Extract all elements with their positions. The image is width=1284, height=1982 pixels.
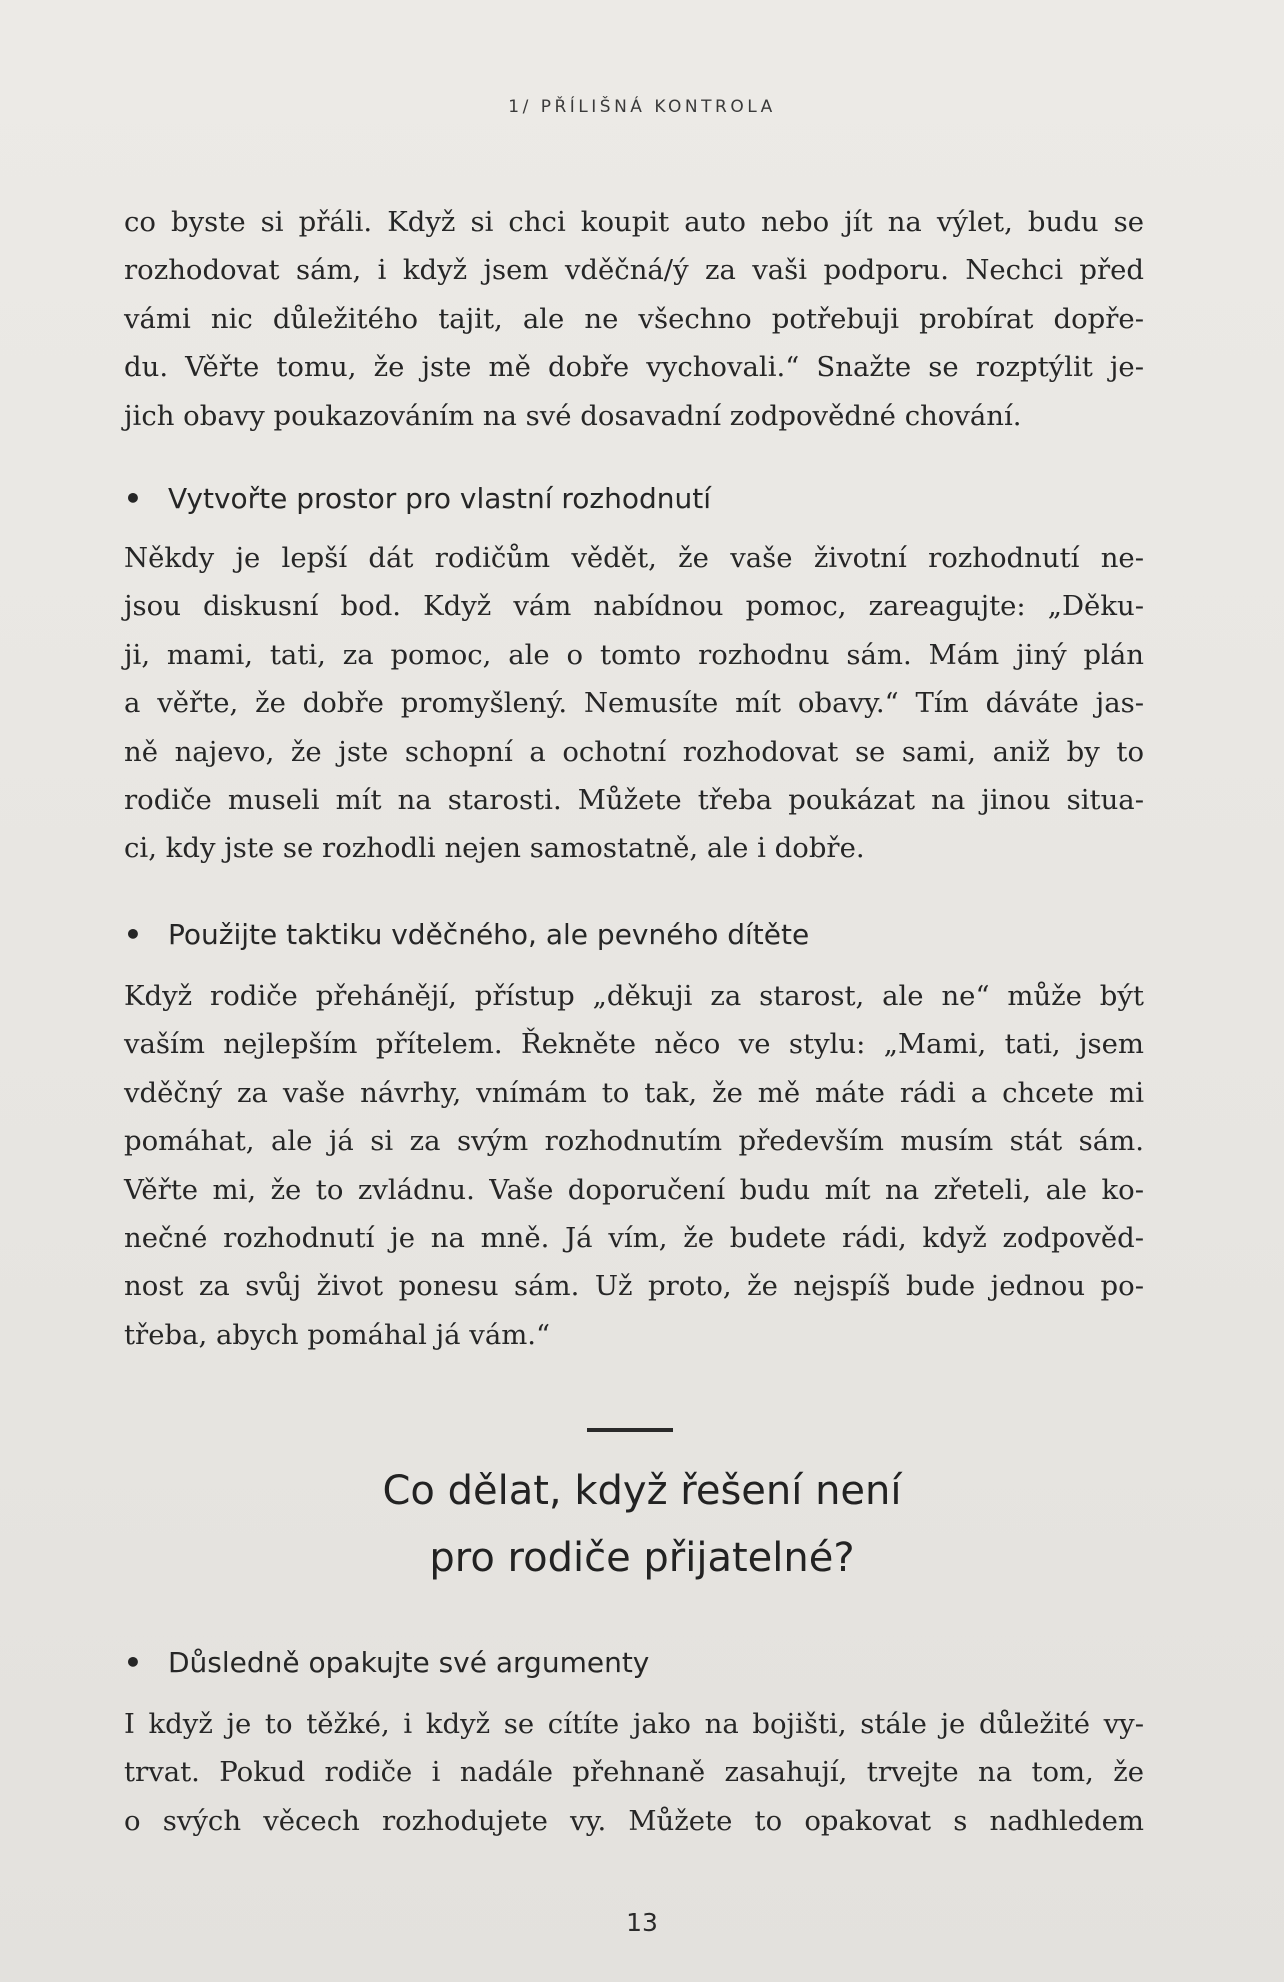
text-line: Když rodiče přehánějí, přístup „děkuji za starost, ale ne“ může být bbox=[124, 980, 1144, 1012]
section-divider bbox=[587, 1428, 673, 1432]
text-line: jsou diskusní bod. Když vám nabídnou pomoc, zareagujte: „Děku- bbox=[124, 590, 1144, 623]
bullet-icon: • bbox=[124, 918, 142, 951]
section-title bbox=[0, 1458, 1284, 1592]
text-line: ně najevo, že jste schopní a ochotní rozhodovat se sami, aniž by to bbox=[124, 735, 1144, 768]
bullet-icon: • bbox=[124, 482, 142, 515]
text-line: nečné rozhodnutí je na mně. Já vím, že budete rádi, když zodpověd- bbox=[124, 1222, 1144, 1255]
bullet-paragraph-1 bbox=[124, 534, 1144, 873]
section-title-line: pro rodiče přijatelné? bbox=[429, 1535, 855, 1581]
text-line: trvat. Pokud rodiče i nadále přehnaně zasahují, trvejte na tom, že bbox=[124, 1756, 1144, 1789]
bullet-heading-text: Vytvořte prostor pro vlastní rozhodnutí bbox=[168, 482, 712, 515]
text-line: co byste si přáli. Když si chci koupit auto nebo jít na výlet, budu se bbox=[124, 206, 1144, 238]
text-line: a věřte, že dobře promyšlený. Nemusíte mít obavy.“ Tím dáváte jas- bbox=[124, 687, 1144, 720]
text-line: třeba, abych pomáhal já vám.“ bbox=[124, 1318, 551, 1351]
bullet-heading-text: Důsledně opakujte své argumenty bbox=[168, 1646, 650, 1679]
bullet-heading-text: Použijte taktiku vděčného, ale pevného dítěte bbox=[168, 918, 810, 951]
paragraph-continuation bbox=[124, 198, 1144, 440]
bullet-paragraph-3 bbox=[124, 1700, 1144, 1845]
text-line: Někdy je lepší dát rodičům vědět, že vaše životní rozhodnutí ne- bbox=[124, 542, 1144, 574]
bullet-icon: • bbox=[124, 1646, 142, 1679]
text-line: du. Věřte tomu, že jste mě dobře vychovali.“ Snažte se rozptýlit je- bbox=[124, 351, 1144, 384]
text-line: o svých věcech rozhodujete vy. Můžete to opakovat s nadhledem bbox=[124, 1804, 1144, 1837]
bullet-heading-3 bbox=[124, 1646, 649, 1679]
section-title-line: Co dělat, když řešení není bbox=[382, 1468, 902, 1514]
running-head: 1/ PŘÍLIŠNÁ KONTROLA bbox=[508, 97, 776, 117]
bullet-heading-1 bbox=[124, 482, 711, 515]
text-line: vaším nejlepším přítelem. Řekněte něco ve stylu: „Mami, tati, jsem bbox=[124, 1028, 1144, 1061]
text-line: jich obavy poukazováním na své dosavadní zodpovědné chování. bbox=[124, 399, 1022, 432]
page-number: 13 bbox=[626, 1908, 658, 1937]
text-line: rodiče museli mít na starosti. Můžete třeba poukázat na jinou situa- bbox=[124, 784, 1144, 817]
bullet-heading-2 bbox=[124, 918, 809, 951]
text-line: vámi nic důležitého tajit, ale ne všechno potřebuji probírat dopře- bbox=[124, 302, 1144, 335]
text-line: nost za svůj život ponesu sám. Už proto, že nejspíš bude jednou po- bbox=[124, 1270, 1144, 1303]
text-line: pomáhat, ale já si za svým rozhodnutím především musím stát sám. bbox=[124, 1125, 1144, 1158]
bullet-paragraph-2 bbox=[124, 972, 1144, 1359]
text-line: Věřte mi, že to zvládnu. Vaše doporučení budu mít na zřeteli, ale ko- bbox=[124, 1173, 1144, 1206]
text-line: rozhodovat sám, i když jsem vděčná/ý za vaši podporu. Nechci před bbox=[124, 254, 1144, 287]
text-line: ci, kdy jste se rozhodli nejen samostatně, ale i dobře. bbox=[124, 832, 865, 865]
text-line: I když je to těžké, i když se cítíte jako na bojišti, stále je důležité vy- bbox=[124, 1708, 1144, 1740]
text-line: vděčný za vaše návrhy, vnímám to tak, že mě máte rádi a chcete mi bbox=[124, 1076, 1144, 1109]
text-line: ji, mami, tati, za pomoc, ale o tomto rozhodnu sám. Mám jiný plán bbox=[124, 638, 1144, 671]
